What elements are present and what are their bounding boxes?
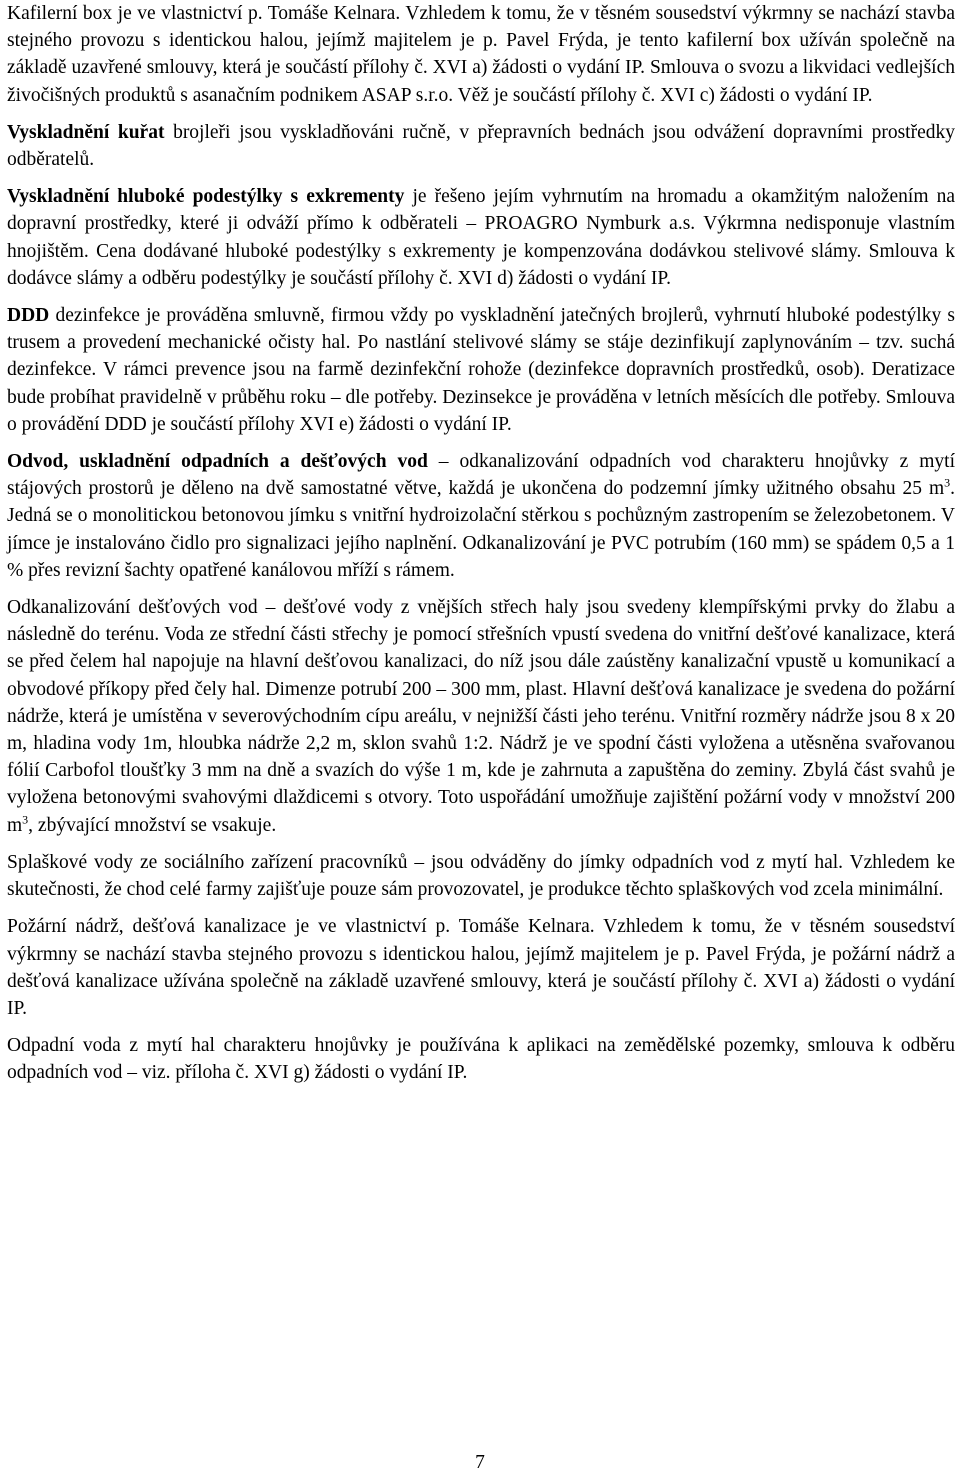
superscript-cubic: 3 <box>944 475 951 490</box>
text-odpadni-vody-b: . Jedná se o monolitickou betonovou jímku s vnitřní hydroizolační stěrkou s pochůzným zastropením se železobetonem. V jímce je instalováno čidlo pro signalizaci jejího naplnění. Odkanalizování je PVC potrubím (160 mm) se spádem 0,5 a 1 % přes revizní šachty opatřené kanálovou mříží s rámem. <box>7 478 955 581</box>
text-ddd: dezinfekce je prováděna smluvně, firmou vždy po vyskladnění jatečných brojlerů, vyhrnutí hluboké podestýlky s trusem a provedení mechanické očisty hal. Po nastlání stelivové slámy se stáje dezinfikují zaplynováním – tzv. suchá dezinfekce. V rámci prevence jsou na farmě dezinfekční rohože (dezinfekce dopravních prostředků, osob). Deratizace bude probíhat pravidelně v průběhu roku – dle potřeby. Dezinsekce je prováděna v letních měsících dle potřeby. Smlouva o provádění DDD je součástí přílohy XVI e) žádosti o vydání IP. <box>7 305 955 435</box>
paragraph-odpadni-vody <box>7 448 955 584</box>
page-number: 7 <box>475 1452 485 1473</box>
text-vyskladneni-kurat: brojleři jsou vyskladňováni ručně, v přepravních bednách jsou odvážení dopravními prostředky odběratelů. <box>7 121 955 171</box>
text-destove-vody-b: , zbývající množství se vsakuje. <box>28 814 277 836</box>
heading-vyskladneni-kurat: Vyskladnění kuřat <box>7 121 165 143</box>
paragraph-ddd <box>7 302 955 438</box>
document-page <box>7 0 955 1097</box>
paragraph-podestylka <box>7 183 955 292</box>
paragraph-destove-vody <box>7 594 955 839</box>
text-podestylka: je řešeno jejím vyhrnutím na hromadu a okamžitým naložením na dopravní prostředky, které ji odváží přímo k odběrateli – PROAGRO Nymburk a.s. Výkrmna nedisponuje vlastním hnojištěm. Cena dodávané hluboké podestýlky s exkrementy je kompenzována dodávkou stelivové slámy. Smlouva k dodávce slámy a odběru podestýlky je součástí přílohy č. XVI d) žádosti o vydání IP. <box>7 186 955 289</box>
paragraph-hnojuvka: Odpadní voda z mytí hal charakteru hnojůvky je používána k aplikaci na zemědělské pozemky, smlouva k odběru odpadních vod – viz. příloha č. XVI g) žádosti o vydání IP. <box>7 1035 955 1084</box>
paragraph-pozarni-nadrz: Požární nádrž, dešťová kanalizace je ve vlastnictví p. Tomáše Kelnara. Vzhledem k tomu, že v těsném sousedství výkrmny se nachází stavba stejného provozu s identickou halou, jejímž majitelem je p. Pavel Frýda, je požární nádrž a dešťová kanalizace užívána společně na základě uzavřené smlouvy, která je součástí přílohy č. XVI a) žádosti o vydání IP. <box>7 916 955 1019</box>
heading-odpadni-vody: Odvod, uskladnění odpadních a dešťových vod <box>7 451 428 473</box>
text-destove-vody-a: Odkanalizování dešťových vod – dešťové vody z vnějších střech haly jsou svedeny klempířskými prvky do žlabu a následně do terénu. Voda ze střední části střechy je pomocí střešních vpustí svedena do vnitřní dešťové kanalizace, která se před čelem hal napojuje na hlavní dešťovou kanalizaci, do níž jsou dále zaústěny kanalizační vpustě u komunikací a obvodové příkopy před čely hal. Dimenze potrubí 200 – 300 mm, plast. Hlavní dešťová kanalizace je svedena do požární nádrže, která je umístěna v severovýchodním cípu areálu, v nejnižší části jeho terénu. Vnitřní rozměry nádrže jsou 8 x 20 m, hladina vody 1m, hloubka nádrže 2,2 m, sklon svahů 1:2. Nádrž je ve spodní části vyložena a utěsněna svařovanou fólií Carbofol tloušťky 3 mm na dně a svazích do výše 1 m, kde je zahrnuta a zapuštěna do zeminy. Zbylá část svahů je vyložena betonovými svahovými dlaždicemi s otvory. Toto uspořádání umožňuje zajištění požární vody v množství 200 m <box>7 597 955 836</box>
paragraph-vyskladneni-kurat <box>7 119 955 173</box>
paragraph-splaskove-vody: Splaškové vody ze sociálního zařízení pracovníků – jsou odváděny do jímky odpadních vod z mytí hal. Vzhledem ke skutečnosti, že chod celé farmy zajišťuje pouze sám provozovatel, je produkce těchto splaškových vod zcela minimální. <box>7 851 955 901</box>
text-odpadni-vody-a: – odkanalizování odpadních vod charakteru hnojůvky z mytí stájových prostorů je děleno na dvě samostatné větve, každá je ukončena do podzemní jímky užitného obsahu 25 m <box>7 451 955 500</box>
heading-ddd: DDD <box>7 305 50 327</box>
heading-podestylka: Vyskladnění hluboké podestýlky s exkrementy <box>7 186 405 208</box>
paragraph-kafilerni-box: Kafilerní box je ve vlastnictví p. Tomáše Kelnara. Vzhledem k tomu, že v těsném sousedství výkrmny se nachází stavba stejného provozu s identickou halou, jejímž majitelem je p. Pavel Frýda, je tento kafilerní box užíván společně na základě uzavřené smlouvy, která je součástí přílohy č. XVI a) žádosti o vydání IP. Smlouva o svozu a likvidaci vedlejších živočišných produktů s asanačním podnikem ASAP s.r.o. Věž je součástí přílohy č. XVI c) žádosti o vydání IP. <box>7 3 955 106</box>
superscript-cubic: 3 <box>22 812 29 827</box>
